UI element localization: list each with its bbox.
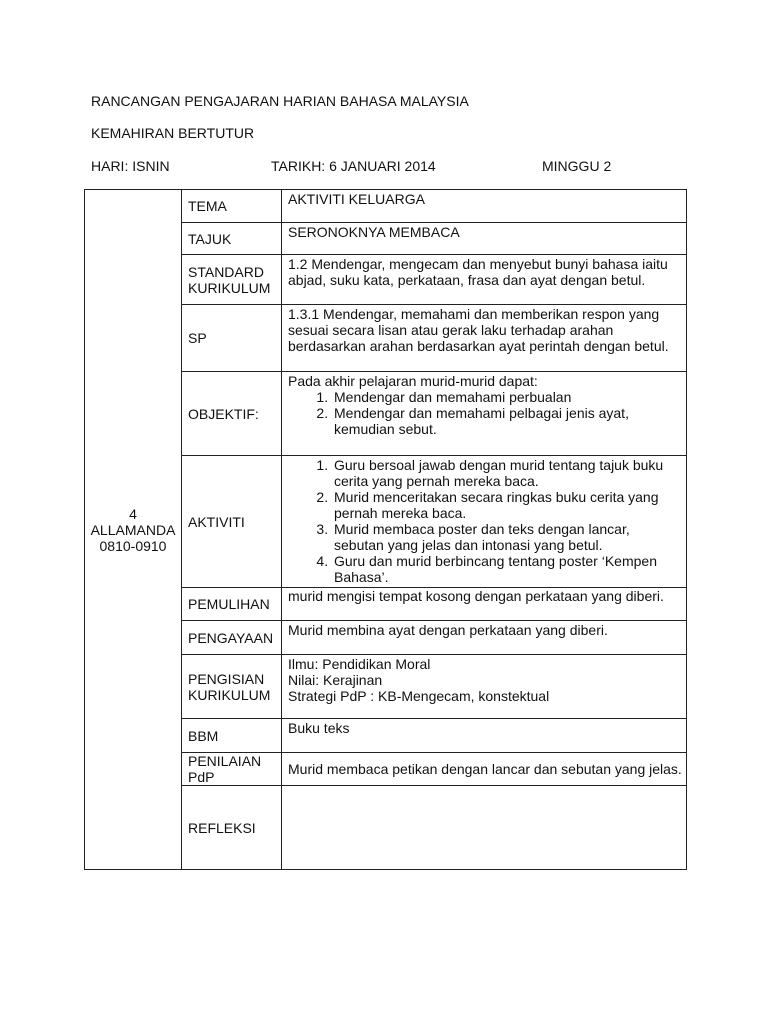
list-item: 1. Guru bersoal jawab dengan murid tentang tajuk buku cerita yang pernah mereka baca. (332, 457, 682, 489)
content-pemulihan: murid mengisi tempat kosong dengan perkataan yang diberi. (282, 588, 687, 621)
document-title: RANCANGAN PENGAJARAN HARIAN BAHASA MALAYSIA (91, 93, 469, 109)
label-penilaian-pdp: PENILAIAN PdP (182, 753, 282, 786)
content-tema: AKTIVITI KELUARGA (282, 190, 687, 223)
objektif-list (288, 389, 682, 437)
list-item: 2. Mendengar dan memahami pelbagai jenis ayat, kemudian sebut. (332, 405, 682, 437)
label-tajuk: TAJUK (182, 223, 282, 255)
list-item: 1. Mendengar dan memahami perbualan (332, 389, 682, 405)
label-aktiviti: AKTIVITI (182, 456, 282, 588)
skill-heading: KEMAHIRAN BERTUTUR (91, 125, 255, 141)
row-tema (85, 190, 687, 223)
aktiviti-list (288, 457, 682, 585)
content-objektif (282, 372, 687, 456)
content-penilaian-pdp: Murid membaca petikan dengan lancar dan sebutan yang jelas. (282, 753, 687, 786)
objektif-intro: Pada akhir pelajaran murid-murid dapat: (288, 373, 538, 389)
content-tajuk: SERONOKNYA MEMBACA (282, 223, 687, 255)
lesson-plan-table (84, 189, 687, 870)
label-tema: TEMA (182, 190, 282, 223)
content-aktiviti (282, 456, 687, 588)
class-time: 0810-0910 (99, 537, 167, 554)
content-standard-kurikulum: 1.2 Mendengar, mengecam dan menyebut bunyi bahasa iaitu abjad, suku kata, perkataan, frasa dan ayat dengan betul. (282, 255, 687, 305)
label-sp: SP (182, 305, 282, 372)
label-pemulihan: PEMULIHAN (182, 588, 282, 621)
content-pengayaan: Murid membina ayat dengan perkataan yang diberi. (282, 621, 687, 655)
class-name: ALLAMANDA (90, 521, 176, 538)
label-bbm: BBM (182, 719, 282, 753)
content-refleksi (282, 786, 687, 870)
label-objektif: OBJEKTIF: (182, 372, 282, 456)
content-sp: 1.3.1 Mendengar, memahami dan memberikan respon yang sesuai secara lisan atau gerak laku terhadap arahan berdasarkan arahan berdasarkan ayat perintah dengan betul. (282, 305, 687, 372)
week-field: MINGGU 2 (542, 158, 612, 174)
label-standard-kurikulum: STANDARD KURIKULUM (182, 255, 282, 305)
class-cell (85, 190, 182, 870)
day-field: HARI: ISNIN (91, 158, 170, 174)
class-year: 4 (129, 505, 137, 522)
list-item: 4. Guru dan murid berbincang tentang poster ‘Kempen Bahasa’. (332, 553, 682, 585)
label-pengayaan: PENGAYAAN (182, 621, 282, 655)
list-item: 3. Murid membaca poster dan teks dengan lancar, sebutan yang jelas dan intonasi yang betul. (332, 521, 682, 553)
content-pengisian-kurikulum: Ilmu: Pendidikan Moral Nilai: Kerajinan Strategi PdP : KB-Mengecam, konstektual (282, 655, 687, 719)
label-refleksi: REFLEKSI (182, 786, 282, 870)
date-field: TARIKH: 6 JANUARI 2014 (271, 158, 436, 174)
content-bbm: Buku teks (282, 719, 687, 753)
label-pengisian-kurikulum: PENGISIAN KURIKULUM (182, 655, 282, 719)
list-item: 2. Murid menceritakan secara ringkas buku cerita yang pernah mereka baca. (332, 489, 682, 521)
